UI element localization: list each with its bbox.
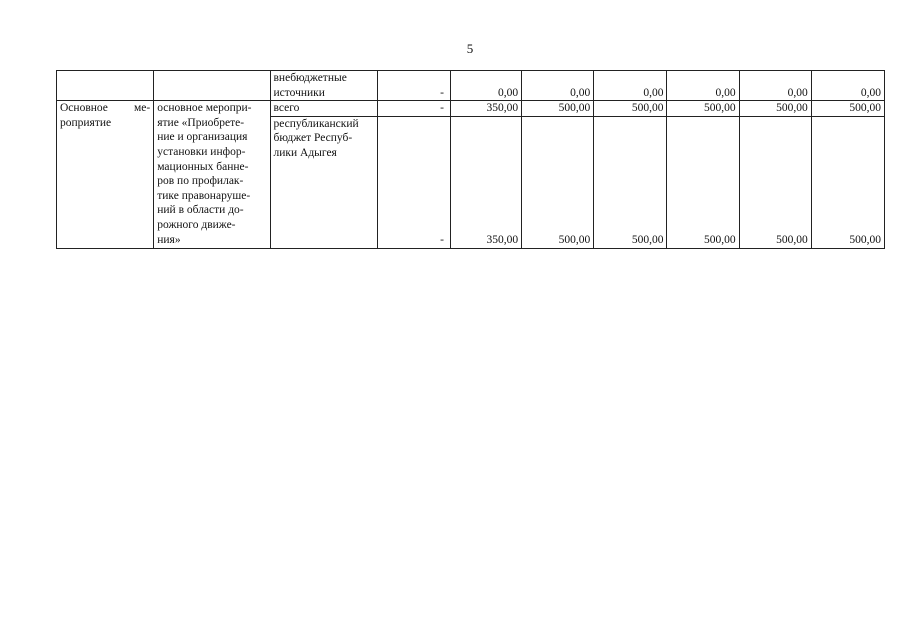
amount-cell: 500,00 (739, 101, 811, 117)
amount-cell: 0,00 (594, 71, 667, 101)
measure-name-cell (154, 71, 270, 101)
code-cell: - (377, 71, 450, 101)
amount-cell: 500,00 (594, 101, 667, 117)
amount-cell: 500,00 (522, 101, 594, 117)
funding-source-cell: всего (270, 101, 377, 117)
status-cell: Основное ме- роприятие (57, 101, 154, 249)
code-cell: - (377, 116, 450, 248)
amount-cell: 0,00 (811, 71, 884, 101)
amount-cell: 500,00 (667, 101, 739, 117)
funding-source-cell: внебюджетные источники (270, 71, 377, 101)
table-row (57, 71, 885, 101)
amount-cell: 500,00 (522, 116, 594, 248)
amount-cell: 500,00 (739, 116, 811, 248)
amount-cell: 500,00 (594, 116, 667, 248)
amount-cell: 0,00 (667, 71, 739, 101)
page-number: 5 (466, 41, 474, 56)
amount-cell: 0,00 (450, 71, 521, 101)
funding-source-cell: республиканский бюджет Респуб- лики Адыгея (270, 116, 377, 248)
amount-cell: 500,00 (667, 116, 739, 248)
amount-cell: 500,00 (811, 101, 884, 117)
code-cell: - (377, 101, 450, 117)
table-row (57, 101, 885, 117)
status-cell (57, 71, 154, 101)
measure-name-cell: основное меропри- ятие «Приобрете- ние и организация установки инфор- мационных банне- ров по профилак- тике правонаруше- ний в области до- рожного движе- ния» (154, 101, 270, 249)
amount-cell: 0,00 (522, 71, 594, 101)
amount-cell: 0,00 (739, 71, 811, 101)
budget-table (56, 70, 885, 249)
amount-cell: 350,00 (450, 101, 521, 117)
amount-cell: 500,00 (811, 116, 884, 248)
amount-cell: 350,00 (450, 116, 521, 248)
